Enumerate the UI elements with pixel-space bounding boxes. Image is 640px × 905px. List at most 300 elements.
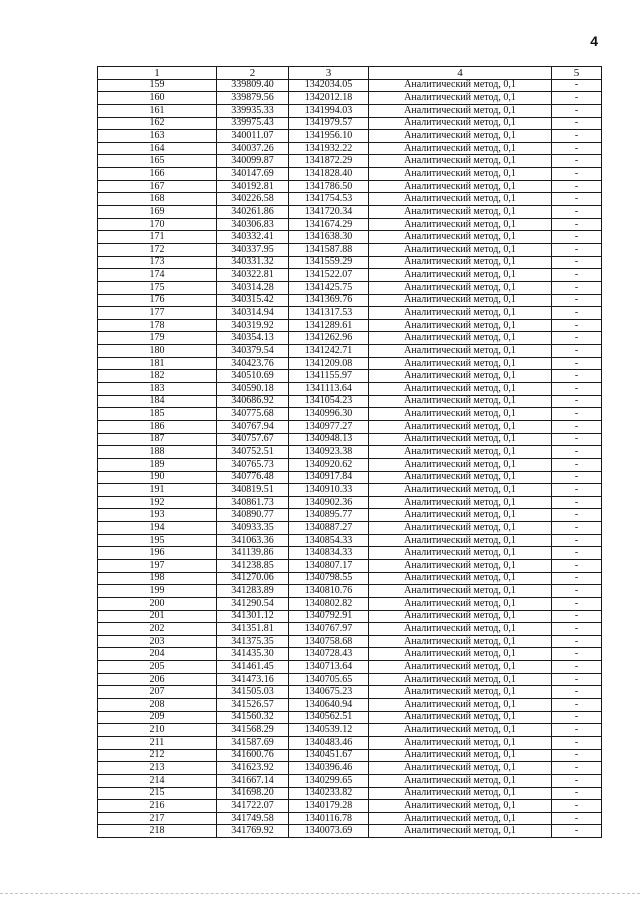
note-cell: - [552,800,602,813]
x-coordinate-cell: 339809.40 [217,79,289,92]
table-row [98,180,602,193]
note-cell: - [552,155,602,168]
method-cell: Аналитический метод, 0,1 [369,193,552,206]
note-cell: - [552,142,602,155]
method-cell: Аналитический метод, 0,1 [369,825,552,838]
x-coordinate-cell: 340819.51 [217,484,289,497]
point-number-cell: 161 [98,104,217,117]
point-number-cell: 192 [98,496,217,509]
point-number-cell: 191 [98,484,217,497]
y-coordinate-cell: 1340179.28 [289,800,369,813]
note-cell: - [552,168,602,181]
table-row [98,812,602,825]
method-cell: Аналитический метод, 0,1 [369,269,552,282]
note-cell: - [552,686,602,699]
table-row [98,673,602,686]
x-coordinate-cell: 340261.86 [217,206,289,219]
note-cell: - [552,458,602,471]
table-row [98,585,602,598]
point-number-cell: 190 [98,471,217,484]
y-coordinate-cell: 1340807.17 [289,559,369,572]
table-row [98,699,602,712]
note-cell: - [552,433,602,446]
x-coordinate-cell: 341283.89 [217,585,289,598]
x-coordinate-cell: 341290.54 [217,597,289,610]
method-cell: Аналитический метод, 0,1 [369,307,552,320]
table-row [98,269,602,282]
method-cell: Аналитический метод, 0,1 [369,79,552,92]
point-number-cell: 174 [98,269,217,282]
table-row [98,446,602,459]
method-cell: Аналитический метод, 0,1 [369,749,552,762]
x-coordinate-cell: 340319.92 [217,319,289,332]
table-row [98,762,602,775]
y-coordinate-cell: 1340562.51 [289,711,369,724]
note-cell: - [552,281,602,294]
x-coordinate-cell: 340099.87 [217,155,289,168]
x-coordinate-cell: 341667.14 [217,774,289,787]
method-cell: Аналитический метод, 0,1 [369,787,552,800]
method-cell: Аналитический метод, 0,1 [369,458,552,471]
point-number-cell: 185 [98,408,217,421]
point-number-cell: 167 [98,180,217,193]
y-coordinate-cell: 1341262.96 [289,332,369,345]
y-coordinate-cell: 1341587.88 [289,243,369,256]
note-cell: - [552,218,602,231]
note-cell: - [552,610,602,623]
point-number-cell: 202 [98,623,217,636]
method-cell: Аналитический метод, 0,1 [369,496,552,509]
point-number-cell: 206 [98,673,217,686]
note-cell: - [552,180,602,193]
point-number-cell: 172 [98,243,217,256]
table-row [98,357,602,370]
x-coordinate-cell: 340757.67 [217,433,289,446]
method-cell: Аналитический метод, 0,1 [369,648,552,661]
y-coordinate-cell: 1340116.78 [289,812,369,825]
method-cell: Аналитический метод, 0,1 [369,774,552,787]
method-cell: Аналитический метод, 0,1 [369,711,552,724]
method-cell: Аналитический метод, 0,1 [369,800,552,813]
x-coordinate-cell: 341600.76 [217,749,289,762]
table-row [98,256,602,269]
point-number-cell: 189 [98,458,217,471]
y-coordinate-cell: 1341209.08 [289,357,369,370]
column-header-5: 5 [552,67,602,80]
note-cell: - [552,547,602,560]
point-number-cell: 165 [98,155,217,168]
note-cell: - [552,509,602,522]
y-coordinate-cell: 1340073.69 [289,825,369,838]
x-coordinate-cell: 340776.48 [217,471,289,484]
table-row [98,522,602,535]
table-row [98,206,602,219]
method-cell: Аналитический метод, 0,1 [369,142,552,155]
y-coordinate-cell: 1340834.33 [289,547,369,560]
note-cell: - [552,736,602,749]
note-cell: - [552,724,602,737]
point-number-cell: 200 [98,597,217,610]
x-coordinate-cell: 341301.12 [217,610,289,623]
table-row [98,825,602,838]
x-coordinate-cell: 341435.30 [217,648,289,661]
point-number-cell: 182 [98,370,217,383]
point-number-cell: 212 [98,749,217,762]
table-row [98,319,602,332]
x-coordinate-cell: 341461.45 [217,661,289,674]
note-cell: - [552,648,602,661]
x-coordinate-cell: 340337.95 [217,243,289,256]
note-cell: - [552,597,602,610]
x-coordinate-cell: 340332.41 [217,231,289,244]
note-cell: - [552,256,602,269]
point-number-cell: 193 [98,509,217,522]
x-coordinate-cell: 341375.35 [217,635,289,648]
y-coordinate-cell: 1340675.23 [289,686,369,699]
table-row [98,168,602,181]
method-cell: Аналитический метод, 0,1 [369,319,552,332]
x-coordinate-cell: 340861.73 [217,496,289,509]
method-cell: Аналитический метод, 0,1 [369,736,552,749]
method-cell: Аналитический метод, 0,1 [369,686,552,699]
x-coordinate-cell: 340037.26 [217,142,289,155]
table-row [98,736,602,749]
method-cell: Аналитический метод, 0,1 [369,117,552,130]
y-coordinate-cell: 1340758.68 [289,635,369,648]
x-coordinate-cell: 341270.06 [217,572,289,585]
table-row [98,610,602,623]
y-coordinate-cell: 1340917.84 [289,471,369,484]
y-coordinate-cell: 1341522.07 [289,269,369,282]
method-cell: Аналитический метод, 0,1 [369,332,552,345]
point-number-cell: 198 [98,572,217,585]
x-coordinate-cell: 340765.73 [217,458,289,471]
table-row [98,92,602,105]
note-cell: - [552,446,602,459]
note-cell: - [552,711,602,724]
note-cell: - [552,559,602,572]
y-coordinate-cell: 1340810.76 [289,585,369,598]
y-coordinate-cell: 1340920.62 [289,458,369,471]
note-cell: - [552,825,602,838]
method-cell: Аналитический метод, 0,1 [369,92,552,105]
method-cell: Аналитический метод, 0,1 [369,597,552,610]
point-number-cell: 197 [98,559,217,572]
method-cell: Аналитический метод, 0,1 [369,635,552,648]
method-cell: Аналитический метод, 0,1 [369,243,552,256]
method-cell: Аналитический метод, 0,1 [369,623,552,636]
point-number-cell: 177 [98,307,217,320]
point-number-cell: 162 [98,117,217,130]
point-number-cell: 164 [98,142,217,155]
y-coordinate-cell: 1340887.27 [289,522,369,535]
method-cell: Аналитический метод, 0,1 [369,446,552,459]
note-cell: - [552,193,602,206]
point-number-cell: 181 [98,357,217,370]
method-cell: Аналитический метод, 0,1 [369,699,552,712]
point-number-cell: 173 [98,256,217,269]
y-coordinate-cell: 1340640.94 [289,699,369,712]
point-number-cell: 171 [98,231,217,244]
y-coordinate-cell: 1340451.67 [289,749,369,762]
method-cell: Аналитический метод, 0,1 [369,433,552,446]
note-cell: - [552,749,602,762]
y-coordinate-cell: 1341674.29 [289,218,369,231]
note-cell: - [552,774,602,787]
x-coordinate-cell: 340510.69 [217,370,289,383]
note-cell: - [552,408,602,421]
x-coordinate-cell: 340314.28 [217,281,289,294]
y-coordinate-cell: 1341289.61 [289,319,369,332]
x-coordinate-cell: 340752.51 [217,446,289,459]
y-coordinate-cell: 1340233.82 [289,787,369,800]
point-number-cell: 210 [98,724,217,737]
point-number-cell: 213 [98,762,217,775]
method-cell: Аналитический метод, 0,1 [369,724,552,737]
method-cell: Аналитический метод, 0,1 [369,661,552,674]
x-coordinate-cell: 341473.16 [217,673,289,686]
point-number-cell: 207 [98,686,217,699]
method-cell: Аналитический метод, 0,1 [369,673,552,686]
x-coordinate-cell: 339879.56 [217,92,289,105]
method-cell: Аналитический метод, 0,1 [369,168,552,181]
x-coordinate-cell: 340322.81 [217,269,289,282]
table-row [98,635,602,648]
note-cell: - [552,269,602,282]
method-cell: Аналитический метод, 0,1 [369,585,552,598]
x-coordinate-cell: 340890.77 [217,509,289,522]
x-coordinate-cell: 340314.94 [217,307,289,320]
note-cell: - [552,673,602,686]
method-cell: Аналитический метод, 0,1 [369,231,552,244]
point-number-cell: 196 [98,547,217,560]
x-coordinate-cell: 341587.69 [217,736,289,749]
y-coordinate-cell: 1341054.23 [289,395,369,408]
method-cell: Аналитический метод, 0,1 [369,281,552,294]
point-number-cell: 168 [98,193,217,206]
point-number-cell: 204 [98,648,217,661]
y-coordinate-cell: 1341425.75 [289,281,369,294]
x-coordinate-cell: 340767.94 [217,420,289,433]
method-cell: Аналитический метод, 0,1 [369,610,552,623]
y-coordinate-cell: 1340996.30 [289,408,369,421]
x-coordinate-cell: 340354.13 [217,332,289,345]
point-number-cell: 183 [98,383,217,396]
x-coordinate-cell: 341698.20 [217,787,289,800]
table-row [98,408,602,421]
table-row [98,281,602,294]
y-coordinate-cell: 1340483.46 [289,736,369,749]
table-row [98,218,602,231]
column-header-2: 2 [217,67,289,80]
point-number-cell: 195 [98,534,217,547]
note-cell: - [552,522,602,535]
point-number-cell: 216 [98,800,217,813]
point-number-cell: 176 [98,294,217,307]
y-coordinate-cell: 1341638.30 [289,231,369,244]
table-row [98,572,602,585]
table-row [98,686,602,699]
table-row [98,547,602,560]
x-coordinate-cell: 340226.58 [217,193,289,206]
method-cell: Аналитический метод, 0,1 [369,509,552,522]
y-coordinate-cell: 1340910.33 [289,484,369,497]
scan-edge-line [0,893,640,894]
table-row [98,294,602,307]
y-coordinate-cell: 1341369.76 [289,294,369,307]
table-row [98,623,602,636]
note-cell: - [552,345,602,358]
note-cell: - [552,572,602,585]
method-cell: Аналитический метод, 0,1 [369,218,552,231]
note-cell: - [552,812,602,825]
y-coordinate-cell: 1340895.77 [289,509,369,522]
table-row [98,307,602,320]
x-coordinate-cell: 340379.54 [217,345,289,358]
x-coordinate-cell: 340686.92 [217,395,289,408]
y-coordinate-cell: 1341559.29 [289,256,369,269]
x-coordinate-cell: 341505.03 [217,686,289,699]
y-coordinate-cell: 1341994.03 [289,104,369,117]
x-coordinate-cell: 339935.33 [217,104,289,117]
method-cell: Аналитический метод, 0,1 [369,357,552,370]
table-row [98,142,602,155]
table-row [98,420,602,433]
method-cell: Аналитический метод, 0,1 [369,420,552,433]
x-coordinate-cell: 341351.81 [217,623,289,636]
y-coordinate-cell: 1340728.43 [289,648,369,661]
table-row [98,117,602,130]
table-row [98,774,602,787]
table-row [98,648,602,661]
x-coordinate-cell: 340775.68 [217,408,289,421]
table-row [98,711,602,724]
x-coordinate-cell: 340011.07 [217,130,289,143]
method-cell: Аналитический метод, 0,1 [369,522,552,535]
y-coordinate-cell: 1340299.65 [289,774,369,787]
point-number-cell: 209 [98,711,217,724]
note-cell: - [552,484,602,497]
method-cell: Аналитический метод, 0,1 [369,294,552,307]
method-cell: Аналитический метод, 0,1 [369,206,552,219]
y-coordinate-cell: 1340902.36 [289,496,369,509]
table-row [98,433,602,446]
x-coordinate-cell: 340192.81 [217,180,289,193]
y-coordinate-cell: 1340792.91 [289,610,369,623]
table-row [98,559,602,572]
note-cell: - [552,762,602,775]
point-number-cell: 187 [98,433,217,446]
point-number-cell: 179 [98,332,217,345]
column-header-4: 4 [369,67,552,80]
note-cell: - [552,130,602,143]
note-cell: - [552,496,602,509]
point-number-cell: 208 [98,699,217,712]
note-cell: - [552,534,602,547]
table-row [98,749,602,762]
table-row [98,243,602,256]
y-coordinate-cell: 1340802.82 [289,597,369,610]
note-cell: - [552,623,602,636]
point-number-cell: 211 [98,736,217,749]
note-cell: - [552,319,602,332]
note-cell: - [552,661,602,674]
note-cell: - [552,357,602,370]
x-coordinate-cell: 341568.29 [217,724,289,737]
method-cell: Аналитический метод, 0,1 [369,180,552,193]
note-cell: - [552,231,602,244]
y-coordinate-cell: 1341786.50 [289,180,369,193]
note-cell: - [552,383,602,396]
x-coordinate-cell: 340933.35 [217,522,289,535]
table-row [98,471,602,484]
table-row [98,155,602,168]
table-row [98,104,602,117]
x-coordinate-cell: 340306.83 [217,218,289,231]
point-number-cell: 218 [98,825,217,838]
table-row [98,534,602,547]
note-cell: - [552,395,602,408]
y-coordinate-cell: 1341720.34 [289,206,369,219]
method-cell: Аналитический метод, 0,1 [369,104,552,117]
y-coordinate-cell: 1341155.97 [289,370,369,383]
x-coordinate-cell: 341560.32 [217,711,289,724]
table-header-row [98,67,602,80]
table-row [98,800,602,813]
x-coordinate-cell: 341238.85 [217,559,289,572]
note-cell: - [552,699,602,712]
method-cell: Аналитический метод, 0,1 [369,383,552,396]
method-cell: Аналитический метод, 0,1 [369,547,552,560]
table-body [98,79,602,837]
point-number-cell: 180 [98,345,217,358]
y-coordinate-cell: 1340977.27 [289,420,369,433]
note-cell: - [552,420,602,433]
y-coordinate-cell: 1340539.12 [289,724,369,737]
point-number-cell: 199 [98,585,217,598]
y-coordinate-cell: 1340948.13 [289,433,369,446]
method-cell: Аналитический метод, 0,1 [369,572,552,585]
column-header-3: 3 [289,67,369,80]
table-row [98,383,602,396]
method-cell: Аналитический метод, 0,1 [369,559,552,572]
x-coordinate-cell: 341623.92 [217,762,289,775]
x-coordinate-cell: 341526.57 [217,699,289,712]
note-cell: - [552,243,602,256]
x-coordinate-cell: 341769.92 [217,825,289,838]
method-cell: Аналитический метод, 0,1 [369,256,552,269]
point-number-cell: 166 [98,168,217,181]
table-row [98,79,602,92]
table-row [98,484,602,497]
table-row [98,458,602,471]
point-number-cell: 160 [98,92,217,105]
point-number-cell: 178 [98,319,217,332]
method-cell: Аналитический метод, 0,1 [369,130,552,143]
y-coordinate-cell: 1341956.10 [289,130,369,143]
table-row [98,130,602,143]
note-cell: - [552,332,602,345]
y-coordinate-cell: 1340767.97 [289,623,369,636]
note-cell: - [552,92,602,105]
note-cell: - [552,104,602,117]
y-coordinate-cell: 1342034.05 [289,79,369,92]
point-number-cell: 186 [98,420,217,433]
point-number-cell: 214 [98,774,217,787]
point-number-cell: 205 [98,661,217,674]
table-row [98,332,602,345]
note-cell: - [552,471,602,484]
